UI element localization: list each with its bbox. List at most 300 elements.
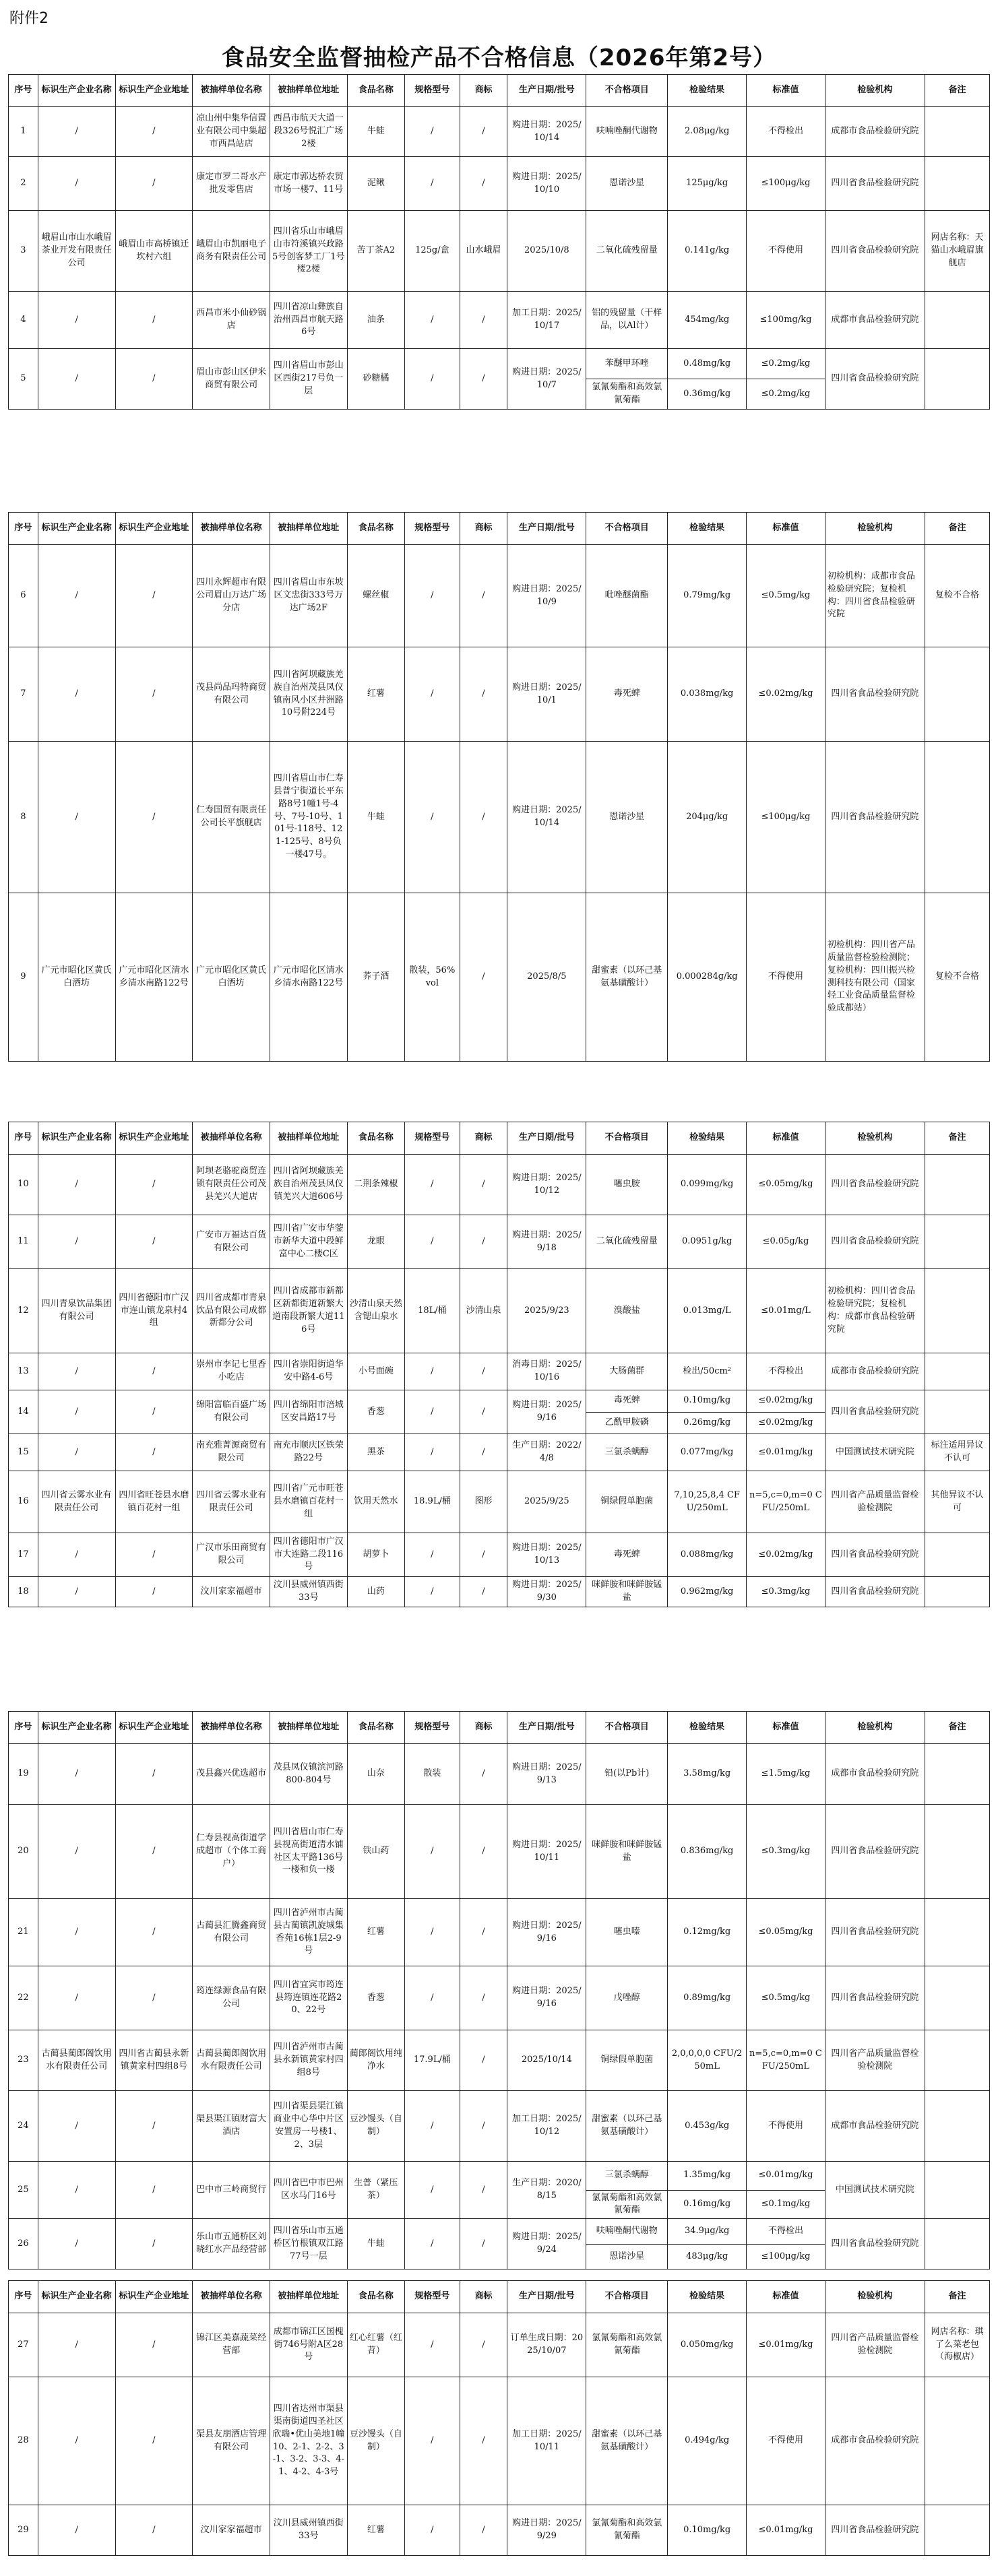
standard-value: ≤0.3mg/kg <box>747 1577 825 1607</box>
standard-value: ≤100μg/kg <box>747 157 825 211</box>
test-result: 0.088mg/kg <box>668 1533 747 1577</box>
column-header: 序号 <box>9 1712 38 1744</box>
table-row <box>9 1577 990 1607</box>
standard-value: 不得检出 <box>747 2219 825 2245</box>
manufacturer-address: / <box>115 2313 193 2377</box>
manufacturer-name: / <box>38 2091 115 2162</box>
failed-item: 咪鲜胺和咪鲜胺锰盐 <box>586 1805 668 1899</box>
row-number: 15 <box>9 1434 38 1471</box>
row-number: 13 <box>9 1353 38 1390</box>
failed-item: 甜蜜素（以环己基氨基磺酸计） <box>586 893 668 1062</box>
production-date: 购进日期：2025/9/30 <box>507 1577 586 1607</box>
inspection-table <box>8 512 990 1062</box>
sampled-unit-address: 茂县凤仪镇滨河路800-804号 <box>270 1744 347 1805</box>
manufacturer-address: / <box>115 2091 193 2162</box>
manufacturer-address: / <box>115 1155 193 1215</box>
column-header: 被抽样单位地址 <box>270 513 347 545</box>
column-header: 检验结果 <box>668 75 747 107</box>
production-date: 购进日期：2025/9/24 <box>507 2219 586 2269</box>
food-name: 胡萝卜 <box>347 1533 405 1577</box>
column-header: 备注 <box>925 2281 989 2313</box>
testing-agency: 四川省食品检验研究院 <box>825 2505 925 2556</box>
food-name: 山药 <box>347 1577 405 1607</box>
sampled-unit-address: 南充市顺庆区铁荣路22号 <box>270 1434 347 1471</box>
failed-item: 氯氰菊酯和高效氯氰菊酯 <box>586 2505 668 2556</box>
manufacturer-address: / <box>115 742 193 893</box>
remark <box>925 1390 989 1434</box>
testing-agency: 四川省食品检验研究院 <box>825 1899 925 1966</box>
failed-item: 噻虫胺 <box>586 1155 668 1215</box>
standard-value: ≤0.01mg/kg <box>747 2505 825 2556</box>
manufacturer-address: / <box>115 1899 193 1966</box>
table-row <box>9 1269 990 1353</box>
food-name: 铁山药 <box>347 1805 405 1899</box>
test-result: 0.453g/kg <box>668 2091 747 2162</box>
manufacturer-name: / <box>38 292 115 349</box>
inspection-table <box>8 1122 990 1607</box>
sampled-unit-name: 峨眉山市凯丽电子商务有限责任公司 <box>193 211 270 292</box>
sampled-unit-address: 四川省眉山市彭山区西街217号负一层 <box>270 349 347 410</box>
failed-item: 三氯杀螨醇 <box>586 2162 668 2191</box>
column-header: 商标 <box>460 2281 507 2313</box>
testing-agency: 四川省食品检验研究院 <box>825 742 925 893</box>
sampled-unit-name: 古蔺县汇腾鑫商贸有限公司 <box>193 1899 270 1966</box>
testing-agency: 四川省食品检验研究院 <box>825 2219 925 2269</box>
test-result: 0.16mg/kg <box>668 2190 747 2219</box>
testing-agency: 四川省食品检验研究院 <box>825 1577 925 1607</box>
table-row <box>9 1390 990 1413</box>
sampled-unit-address: 广元市昭化区清水乡清水南路122号 <box>270 893 347 1062</box>
spec: / <box>405 647 460 742</box>
failed-item: 咪鲜胺和咪鲜胺锰盐 <box>586 1577 668 1607</box>
column-header: 备注 <box>925 75 989 107</box>
sampled-unit-name: 茂县鑫兴优选超市 <box>193 1744 270 1805</box>
failed-item: 氯氰菊酯和高效氯氰菊酯 <box>586 2313 668 2377</box>
manufacturer-address: / <box>115 1577 193 1607</box>
column-header: 标准值 <box>747 1122 825 1155</box>
test-result: 2.08μg/kg <box>668 107 747 157</box>
column-header: 标识生产企业地址 <box>115 513 193 545</box>
spec: / <box>405 2091 460 2162</box>
manufacturer-address: / <box>115 647 193 742</box>
column-header: 不合格项目 <box>586 75 668 107</box>
remark <box>925 292 989 349</box>
testing-agency: 中国测试技术研究院 <box>825 1434 925 1471</box>
manufacturer-address: / <box>115 545 193 647</box>
column-header: 标准值 <box>747 2281 825 2313</box>
sampled-unit-name: 四川省云雾水业有限责任公司 <box>193 1471 270 1533</box>
remark <box>925 742 989 893</box>
test-result: 0.0951g/kg <box>668 1215 747 1269</box>
sampled-unit-address: 四川省绵阳市涪城区安昌路17号 <box>270 1390 347 1434</box>
column-header: 商标 <box>460 513 507 545</box>
sampled-unit-name: 汶川家家福超市 <box>193 2505 270 2556</box>
sampled-unit-address: 四川省渠县渠江镇商业中心华中片区安置房一号楼1、2、3层 <box>270 2091 347 2162</box>
food-name: 泥鳅 <box>347 157 405 211</box>
sampled-unit-address: 四川省巴中市巴州区水马门16号 <box>270 2162 347 2219</box>
sampled-unit-address: 四川省达州市渠县渠南街道四圣社区欣瑞•优山美地1幢10、2-1、2-2、3-1、3-2、3-3、4-1、4-2、4-3号 <box>270 2377 347 2505</box>
testing-agency: 成都市食品检验研究院 <box>825 2091 925 2162</box>
table-row <box>9 2313 990 2377</box>
column-header: 被抽样单位地址 <box>270 2281 347 2313</box>
column-header: 检验结果 <box>668 1712 747 1744</box>
column-header: 标识生产企业名称 <box>38 2281 115 2313</box>
sampled-unit-name: 康定市罗二哥水产批发零售店 <box>193 157 270 211</box>
production-date: 购进日期：2025/10/12 <box>507 1155 586 1215</box>
row-number: 20 <box>9 1805 38 1899</box>
failed-item: 吡唑醚菌酯 <box>586 545 668 647</box>
brand: / <box>460 1744 507 1805</box>
remark <box>925 1899 989 1966</box>
standard-value: ≤100μg/kg <box>747 2244 825 2269</box>
brand: / <box>460 107 507 157</box>
remark: 复检不合格 <box>925 545 989 647</box>
sampled-unit-name: 仁寿国贸有限责任公司长平旗舰店 <box>193 742 270 893</box>
column-header: 检验结果 <box>668 2281 747 2313</box>
column-header: 标识生产企业名称 <box>38 75 115 107</box>
manufacturer-name: 四川省云雾水业有限责任公司 <box>38 1471 115 1533</box>
manufacturer-name: / <box>38 1899 115 1966</box>
column-header: 规格型号 <box>405 1712 460 1744</box>
inspection-table <box>8 2280 990 2556</box>
spec: / <box>405 742 460 893</box>
food-name: 蔺郎阁饮用纯净水 <box>347 2030 405 2091</box>
brand: / <box>460 1353 507 1390</box>
sampled-unit-address: 四川省宜宾市筠连县筠连镇连花路20、22号 <box>270 1966 347 2030</box>
table-row <box>9 2377 990 2505</box>
column-header: 检验机构 <box>825 1122 925 1155</box>
table-row <box>9 1533 990 1577</box>
food-name: 红薯 <box>347 1899 405 1966</box>
spec: / <box>405 2162 460 2219</box>
test-result: 454mg/kg <box>668 292 747 349</box>
sampled-unit-name: 筠连绿源食品有限公司 <box>193 1966 270 2030</box>
row-number: 27 <box>9 2313 38 2377</box>
standard-value: ≤0.1mg/kg <box>747 2190 825 2219</box>
failed-item: 恩诺沙星 <box>586 2244 668 2269</box>
row-number: 24 <box>9 2091 38 2162</box>
failed-item: 三氯杀螨醇 <box>586 1434 668 1471</box>
column-header: 食品名称 <box>347 75 405 107</box>
remark: 复检不合格 <box>925 893 989 1062</box>
test-result: 0.494g/kg <box>668 2377 747 2505</box>
standard-value: 不得使用 <box>747 211 825 292</box>
sampled-unit-address: 四川省阿坝藏族羌族自治州茂县凤仪镇羌兴大道606号 <box>270 1155 347 1215</box>
test-result: 0.050mg/kg <box>668 2313 747 2377</box>
brand: / <box>460 1899 507 1966</box>
remark <box>925 1966 989 2030</box>
standard-value: ≤0.5mg/kg <box>747 545 825 647</box>
manufacturer-name: 古蔺县蔺郎阁饮用水有限责任公司 <box>38 2030 115 2091</box>
spec: / <box>405 2505 460 2556</box>
testing-agency: 成都市食品检验研究院 <box>825 292 925 349</box>
column-header: 被抽样单位名称 <box>193 2281 270 2313</box>
row-number: 11 <box>9 1215 38 1269</box>
food-name: 香葱 <box>347 1390 405 1434</box>
manufacturer-name: / <box>38 2313 115 2377</box>
table-page-2 <box>8 512 990 1062</box>
brand: / <box>460 157 507 211</box>
test-result: 0.000284g/kg <box>668 893 747 1062</box>
brand: / <box>460 1434 507 1471</box>
sampled-unit-address: 四川省凉山彝族自治州西昌市航天路6号 <box>270 292 347 349</box>
remark: 其他异议不认可 <box>925 1471 989 1533</box>
standard-value: 不得检出 <box>747 107 825 157</box>
production-date: 购进日期：2025/9/16 <box>507 1966 586 2030</box>
testing-agency: 四川省食品检验研究院 <box>825 349 925 410</box>
production-date: 加工日期：2025/10/12 <box>507 2091 586 2162</box>
header-row <box>9 1122 990 1155</box>
row-number: 22 <box>9 1966 38 2030</box>
standard-value: ≤0.05g/kg <box>747 1215 825 1269</box>
column-header: 检验机构 <box>825 2281 925 2313</box>
sampled-unit-address: 四川省崇阳街道华安中路4-6号 <box>270 1353 347 1390</box>
table-row <box>9 1215 990 1269</box>
header-row <box>9 1712 990 1744</box>
manufacturer-address: / <box>115 1966 193 2030</box>
row-number: 29 <box>9 2505 38 2556</box>
column-header: 生产日期/批号 <box>507 2281 586 2313</box>
manufacturer-name: / <box>38 157 115 211</box>
food-name: 油条 <box>347 292 405 349</box>
test-result: 0.12mg/kg <box>668 1899 747 1966</box>
manufacturer-name: / <box>38 2377 115 2505</box>
sampled-unit-name: 南充雅菁源商贸有限公司 <box>193 1434 270 1471</box>
brand: / <box>460 2313 507 2377</box>
column-header: 检验结果 <box>668 1122 747 1155</box>
testing-agency: 四川省食品检验研究院 <box>825 1155 925 1215</box>
table-row <box>9 157 990 211</box>
production-date: 生产日期：2022/4/8 <box>507 1434 586 1471</box>
manufacturer-name: / <box>38 742 115 893</box>
standard-value: 不得使用 <box>747 2091 825 2162</box>
column-header: 检验机构 <box>825 513 925 545</box>
remark <box>925 1744 989 1805</box>
test-result: 2,0,0,0,0 CFU/250mL <box>668 2030 747 2091</box>
failed-item: 毒死蜱 <box>586 1533 668 1577</box>
manufacturer-address: / <box>115 1215 193 1269</box>
standard-value: ≤0.05mg/kg <box>747 1155 825 1215</box>
sampled-unit-name: 阿坝老骆驼商贸连锁有限责任公司茂县羌兴大道店 <box>193 1155 270 1215</box>
brand: / <box>460 1533 507 1577</box>
row-number: 16 <box>9 1471 38 1533</box>
remark <box>925 157 989 211</box>
column-header: 检验机构 <box>825 75 925 107</box>
failed-item: 大肠菌群 <box>586 1353 668 1390</box>
column-header: 备注 <box>925 1122 989 1155</box>
column-header: 规格型号 <box>405 513 460 545</box>
sampled-unit-name: 渠县友朋酒店管理有限公司 <box>193 2377 270 2505</box>
food-name: 饮用天然水 <box>347 1471 405 1533</box>
testing-agency: 四川省食品检验研究院 <box>825 157 925 211</box>
production-date: 购进日期：2025/10/11 <box>507 1805 586 1899</box>
brand: / <box>460 1966 507 2030</box>
spec: / <box>405 1805 460 1899</box>
failed-item: 恩诺沙星 <box>586 157 668 211</box>
column-header: 序号 <box>9 1122 38 1155</box>
remark: 网店名称：天猫山水峨眉旗舰店 <box>925 211 989 292</box>
manufacturer-address: 四川省古蔺县永新镇黄家村四组8号 <box>115 2030 193 2091</box>
table-row <box>9 2030 990 2091</box>
testing-agency: 四川省食品检验研究院 <box>825 1390 925 1434</box>
manufacturer-address: / <box>115 1353 193 1390</box>
table-row <box>9 742 990 893</box>
failed-item: 氯氰菊酯和高效氯氰菊酯 <box>586 2190 668 2219</box>
spec: / <box>405 1966 460 2030</box>
row-number: 21 <box>9 1899 38 1966</box>
brand: 沙清山泉 <box>460 1269 507 1353</box>
column-header: 序号 <box>9 2281 38 2313</box>
food-name: 小号面碗 <box>347 1353 405 1390</box>
spec: 散装 <box>405 1744 460 1805</box>
food-name: 牛蛙 <box>347 742 405 893</box>
test-result: 0.099mg/kg <box>668 1155 747 1215</box>
sampled-unit-name: 西昌市米小仙砂锅店 <box>193 292 270 349</box>
manufacturer-name: / <box>38 1215 115 1269</box>
testing-agency: 四川省食品检验研究院 <box>825 1215 925 1269</box>
table-row <box>9 545 990 647</box>
food-name: 香葱 <box>347 1966 405 2030</box>
remark <box>925 2162 989 2219</box>
testing-agency: 初检机构：四川省产品质量监督检验检测院；复检机构：四川振兴检测科技有限公司（国家轻工业食品质量监督检验成都站） <box>825 893 925 1062</box>
manufacturer-address: 四川省德阳市广汉市连山镇龙泉村4组 <box>115 1269 193 1353</box>
spec: 18.9L/桶 <box>405 1471 460 1533</box>
test-result: 34.9μg/kg <box>668 2219 747 2245</box>
brand: 山水峨眉 <box>460 211 507 292</box>
brand: / <box>460 2091 507 2162</box>
sampled-unit-address: 四川省成都市新都区新都街道新繁大道南段新繁大道116号 <box>270 1269 347 1353</box>
sampled-unit-address: 四川省泸州市古蔺县古蔺镇凯旋城集香苑16栋1层2-9号 <box>270 1899 347 1966</box>
row-number: 17 <box>9 1533 38 1577</box>
brand: / <box>460 1390 507 1434</box>
remark <box>925 2091 989 2162</box>
manufacturer-name: / <box>38 545 115 647</box>
testing-agency: 初检机构：成都市食品检验研究院；复检机构：四川省食品检验研究院 <box>825 545 925 647</box>
test-result: 0.36mg/kg <box>668 379 747 410</box>
column-header: 标准值 <box>747 513 825 545</box>
manufacturer-address: 四川省旺苍县水磨镇百花村一组 <box>115 1471 193 1533</box>
testing-agency: 中国测试技术研究院 <box>825 2162 925 2219</box>
manufacturer-name: / <box>38 107 115 157</box>
sampled-unit-name: 广汉市乐田商贸有限公司 <box>193 1533 270 1577</box>
testing-agency: 四川省产品质量监督检验检测院 <box>825 1471 925 1533</box>
testing-agency: 成都市食品检验研究院 <box>825 107 925 157</box>
header-row <box>9 513 990 545</box>
production-date: 消毒日期：2025/10/16 <box>507 1353 586 1390</box>
table-row <box>9 349 990 379</box>
production-date: 2025/9/23 <box>507 1269 586 1353</box>
manufacturer-name: / <box>38 1353 115 1390</box>
standard-value: 不得使用 <box>747 2377 825 2505</box>
remark <box>925 1353 989 1390</box>
sampled-unit-name: 锦江区美嘉蔬菜经营部 <box>193 2313 270 2377</box>
column-header: 标识生产企业地址 <box>115 2281 193 2313</box>
testing-agency: 初检机构：四川省食品检验研究院；复检机构：成都市食品检验研究院 <box>825 1269 925 1353</box>
production-date: 生产日期：2020/8/15 <box>507 2162 586 2219</box>
row-number: 3 <box>9 211 38 292</box>
brand: / <box>460 2030 507 2091</box>
manufacturer-address: / <box>115 2505 193 2556</box>
manufacturer-name: 广元市昭化区黄氏白酒坊 <box>38 893 115 1062</box>
testing-agency: 四川省食品检验研究院 <box>825 1805 925 1899</box>
brand: / <box>460 1215 507 1269</box>
test-result: 0.038mg/kg <box>668 647 747 742</box>
production-date: 购进日期：2025/9/18 <box>507 1215 586 1269</box>
spec: / <box>405 292 460 349</box>
table-row <box>9 1744 990 1805</box>
column-header: 标识生产企业名称 <box>38 1122 115 1155</box>
sampled-unit-name: 仁寿县视高街道学成超市（个体工商户） <box>193 1805 270 1899</box>
sampled-unit-name: 古蔺县蔺郎阁饮用水有限责任公司 <box>193 2030 270 2091</box>
column-header: 生产日期/批号 <box>507 513 586 545</box>
column-header: 食品名称 <box>347 2281 405 2313</box>
table-row <box>9 1434 990 1471</box>
column-header: 商标 <box>460 1122 507 1155</box>
test-result: 0.10mg/kg <box>668 1390 747 1413</box>
brand: / <box>460 1155 507 1215</box>
standard-value: ≤1.5mg/kg <box>747 1744 825 1805</box>
brand: / <box>460 1805 507 1899</box>
food-name: 荞子酒 <box>347 893 405 1062</box>
test-result: 125μg/kg <box>668 157 747 211</box>
production-date: 购进日期：2025/10/1 <box>507 647 586 742</box>
remark <box>925 1577 989 1607</box>
remark <box>925 2030 989 2091</box>
sampled-unit-name: 四川永辉超市有限公司眉山万达广场分店 <box>193 545 270 647</box>
standard-value: 不得检出 <box>747 1353 825 1390</box>
column-header: 商标 <box>460 1712 507 1744</box>
column-header: 规格型号 <box>405 75 460 107</box>
standard-value: n=5,c=0,m=0 CFU/250mL <box>747 1471 825 1533</box>
remark: 网店名称：琪了么菜老包（海椒店） <box>925 2313 989 2377</box>
column-header: 标准值 <box>747 1712 825 1744</box>
column-header: 被抽样单位地址 <box>270 75 347 107</box>
standard-value: ≤0.2mg/kg <box>747 379 825 410</box>
manufacturer-name: / <box>38 647 115 742</box>
production-date: 2025/10/14 <box>507 2030 586 2091</box>
test-result: 0.79mg/kg <box>668 545 747 647</box>
row-number: 7 <box>9 647 38 742</box>
food-name: 牛蛙 <box>347 107 405 157</box>
column-header: 被抽样单位地址 <box>270 1712 347 1744</box>
column-header: 被抽样单位名称 <box>193 75 270 107</box>
remark <box>925 1155 989 1215</box>
row-number: 1 <box>9 107 38 157</box>
failed-item: 苯醚甲环唑 <box>586 349 668 379</box>
production-date: 购进日期：2025/10/13 <box>507 1533 586 1577</box>
test-result: 0.141g/kg <box>668 211 747 292</box>
testing-agency: 四川省食品检验研究院 <box>825 647 925 742</box>
food-name: 豆沙馒头（自制） <box>347 2091 405 2162</box>
test-result: 0.89mg/kg <box>668 1966 747 2030</box>
table-row <box>9 647 990 742</box>
row-number: 9 <box>9 893 38 1062</box>
food-name: 沙清山泉天然含锶山泉水 <box>347 1269 405 1353</box>
spec: / <box>405 1434 460 1471</box>
row-number: 2 <box>9 157 38 211</box>
header-row <box>9 75 990 107</box>
column-header: 食品名称 <box>347 1122 405 1155</box>
manufacturer-name: / <box>38 1390 115 1434</box>
brand: / <box>460 2219 507 2269</box>
failed-item: 毒死蜱 <box>586 647 668 742</box>
sampled-unit-name: 乐山市五通桥区刘晓红水产品经营部 <box>193 2219 270 2269</box>
production-date: 购进日期：2025/10/9 <box>507 545 586 647</box>
manufacturer-name: / <box>38 2219 115 2269</box>
sampled-unit-name: 崇州市李记七里香小吃店 <box>193 1353 270 1390</box>
row-number: 26 <box>9 2219 38 2269</box>
production-date: 购进日期：2025/10/14 <box>507 107 586 157</box>
